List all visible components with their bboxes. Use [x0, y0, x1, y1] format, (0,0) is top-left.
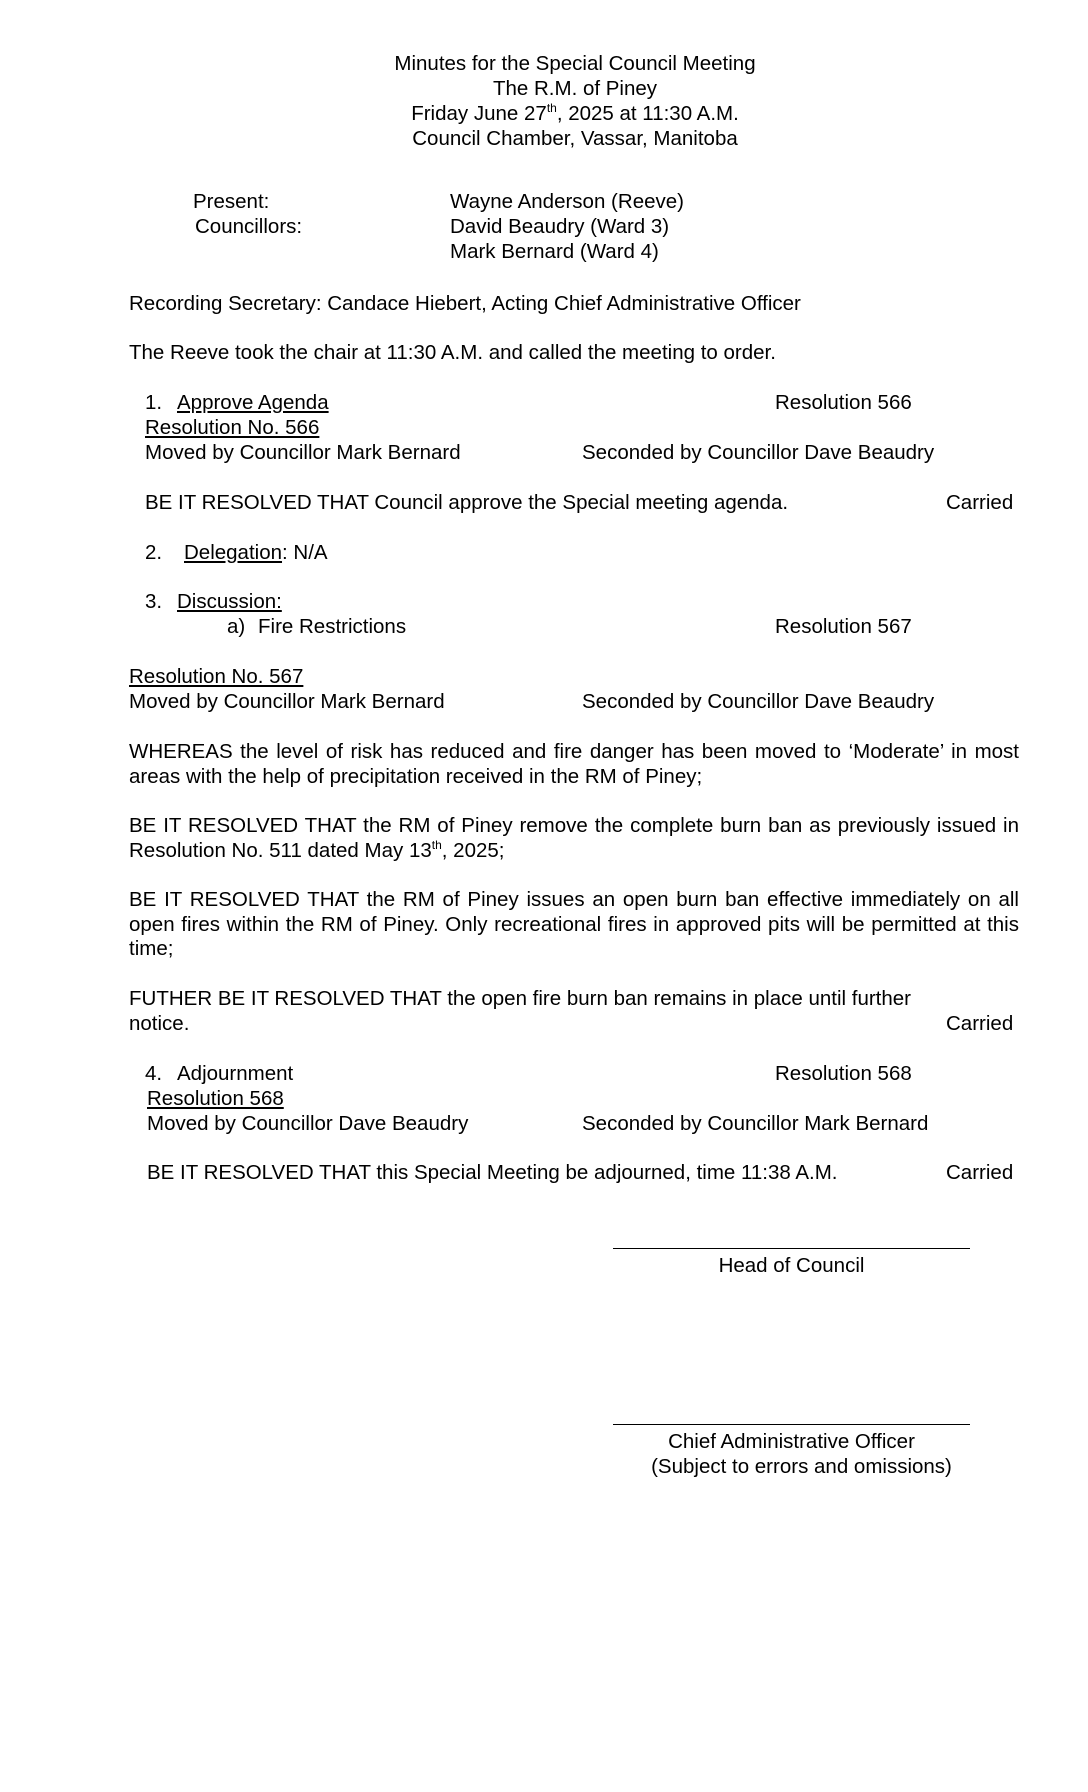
resolved-clause: BE IT RESOLVED THAT the RM of Piney remove the complete burn ban as previously issued in Resolution No. 511 dated May 13th, 2025; — [129, 814, 1019, 862]
header-municipality: The R.M. of Piney — [492, 77, 658, 100]
resolution-reference: Resolution 567 — [775, 615, 912, 638]
header-date: Friday June 27th, 2025 at 11:30 A.M. — [411, 101, 739, 125]
resolution-number: Resolution No. 567 — [129, 665, 304, 688]
resolution-reference: Resolution 566 — [775, 391, 912, 414]
sub-item-title: Fire Restrictions — [258, 615, 407, 638]
item-number: 4. — [145, 1062, 163, 1085]
head-of-council-label: Head of Council — [718, 1254, 865, 1277]
seconded-by: Seconded by Councillor Mark Bernard — [582, 1112, 929, 1135]
carried-status: Carried — [946, 491, 1014, 514]
recording-secretary: Recording Secretary: Candace Hiebert, Acting Chief Administrative Officer — [129, 292, 801, 315]
carried-status: Carried — [946, 1161, 1014, 1184]
resolution-text: BE IT RESOLVED THAT Council approve the Special meeting agenda. — [145, 491, 789, 514]
resolved-clause: BE IT RESOLVED THAT the RM of Piney issues an open burn ban effective immediately on all open fires within the RM of Piney. Only recreational fires in approved pits will be permitted at this time; — [129, 888, 1019, 960]
delegation-line — [184, 541, 328, 566]
moved-by: Moved by Councillor Mark Bernard — [129, 690, 445, 713]
seconded-by: Seconded by Councillor Dave Beaudry — [582, 690, 935, 713]
delegation-value: : N/A — [282, 541, 328, 564]
item-title: Approve Agenda — [177, 391, 329, 414]
item-title: Adjournment — [177, 1062, 294, 1085]
signature-line — [613, 1248, 970, 1249]
whereas-clause: WHEREAS the level of risk has reduced and fire danger has been moved to ‘Moderate’ in most areas with the help of precipitation received in the RM of Piney; — [129, 740, 1019, 788]
resolution-text: BE IT RESOLVED THAT this Special Meeting be adjourned, time 11:38 A.M. — [147, 1161, 838, 1184]
item-number: 1. — [145, 391, 163, 414]
present-name: Wayne Anderson (Reeve) — [450, 190, 684, 213]
item-title: Delegation — [184, 541, 283, 564]
header-location: Council Chamber, Vassar, Manitoba — [412, 127, 738, 150]
councillor-name: Mark Bernard (Ward 4) — [450, 240, 659, 263]
councillors-label: Councillors: — [195, 215, 303, 238]
further-resolved-clause: FUTHER BE IT RESOLVED THAT the open fire burn ban remains in place until further — [129, 987, 911, 1010]
header-title: Minutes for the Special Council Meeting — [394, 52, 756, 75]
call-to-order: The Reeve took the chair at 11:30 A.M. and called the meeting to order. — [129, 341, 776, 364]
councillor-name: David Beaudry (Ward 3) — [450, 215, 670, 238]
disclaimer-note: (Subject to errors and omissions) — [651, 1455, 952, 1478]
moved-by: Moved by Councillor Dave Beaudry — [147, 1112, 469, 1135]
cao-label: Chief Administrative Officer — [668, 1430, 915, 1453]
moved-by: Moved by Councillor Mark Bernard — [145, 441, 461, 464]
resolution-number: Resolution 568 — [147, 1087, 284, 1110]
present-label: Present: — [193, 190, 270, 213]
sub-item-label: a) — [227, 615, 246, 638]
item-title: Discussion: — [177, 590, 282, 613]
carried-status: Carried — [946, 1012, 1014, 1035]
signature-line — [613, 1424, 970, 1425]
resolution-number: Resolution No. 566 — [145, 416, 320, 439]
seconded-by: Seconded by Councillor Dave Beaudry — [582, 441, 935, 464]
item-number: 3. — [145, 590, 163, 613]
further-resolved-clause: notice. — [129, 1012, 190, 1035]
resolution-reference: Resolution 568 — [775, 1062, 912, 1085]
item-number: 2. — [145, 541, 163, 564]
